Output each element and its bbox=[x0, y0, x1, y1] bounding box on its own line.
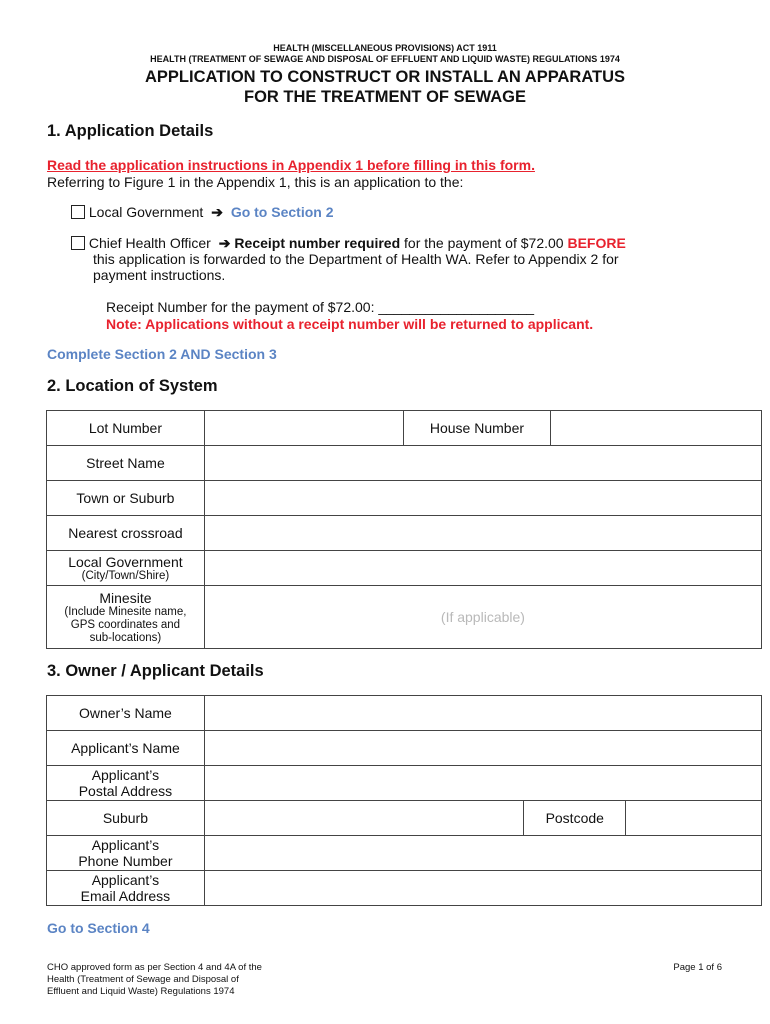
arrow-right-icon: ➔ bbox=[211, 204, 223, 220]
nearest-crossroad-label: Nearest crossroad bbox=[47, 516, 205, 551]
form-title-line1: APPLICATION TO CONSTRUCT OR INSTALL AN APPARATUS bbox=[144, 68, 626, 86]
regulations-title: HEALTH (TREATMENT OF SEWAGE AND DISPOSAL OF EFFLUENT AND LIQUID WASTE) REGULATIONS 1974 bbox=[150, 54, 620, 64]
local-government-checkbox[interactable] bbox=[71, 205, 85, 219]
cho-line3: payment instructions. bbox=[93, 267, 226, 283]
local-government-label: Local Government bbox=[88, 204, 204, 220]
referring-text: Referring to Figure 1 in the Appendix 1, this is an application to the: bbox=[47, 174, 464, 190]
goto-section2-link[interactable]: Go to Section 2 bbox=[230, 204, 334, 220]
page-number: Page 1 of 6 bbox=[673, 962, 722, 973]
town-suburb-input[interactable] bbox=[204, 481, 761, 516]
phone-label-2: Phone Number bbox=[78, 853, 173, 869]
complete-sections-text: Complete Section 2 AND Section 3 bbox=[47, 346, 277, 362]
email-cell bbox=[47, 871, 205, 906]
suburb-label: Suburb bbox=[47, 801, 205, 836]
arrow-right-icon: ➔ bbox=[218, 235, 231, 251]
goto-section4-link[interactable]: Go to Section 4 bbox=[47, 920, 150, 936]
footer-line-2: Health (Treatment of Sewage and Disposal of bbox=[47, 974, 239, 985]
footer-note bbox=[47, 962, 262, 998]
location-table bbox=[46, 410, 762, 649]
cho-line2: this application is forwarded to the Department of Health WA. Refer to Appendix 2 for bbox=[93, 251, 619, 267]
minesite-sublabel-3: sub-locations) bbox=[89, 631, 162, 644]
payment-text: for the payment of $72.00 bbox=[400, 235, 568, 251]
house-number-label: House Number bbox=[403, 411, 551, 446]
email-label-2: Email Address bbox=[80, 888, 171, 904]
footer-line-1: CHO approved form as per Section 4 and 4A of the bbox=[47, 962, 262, 973]
minesite-cell bbox=[47, 586, 205, 649]
owner-name-input[interactable] bbox=[204, 696, 761, 731]
footer-line-3: Effluent and Liquid Waste) Regulations 1974 bbox=[47, 986, 235, 997]
option-local-government bbox=[71, 204, 334, 221]
owner-name-label: Owner’s Name bbox=[47, 696, 205, 731]
lot-number-input[interactable] bbox=[204, 411, 403, 446]
postal-label-2: Postal Address bbox=[78, 783, 173, 799]
lot-number-label: Lot Number bbox=[47, 411, 205, 446]
phone-cell bbox=[47, 836, 205, 871]
minesite-sublabel-1: (Include Minesite name, bbox=[64, 605, 187, 618]
email-label-1: Applicant’s bbox=[91, 872, 160, 888]
local-government-field-label: Local Government bbox=[68, 553, 183, 570]
form-title-line2: FOR THE TREATMENT OF SEWAGE bbox=[243, 88, 527, 106]
act-title: HEALTH (MISCELLANEOUS PROVISIONS) ACT 1911 bbox=[273, 43, 497, 53]
chief-health-officer-checkbox[interactable] bbox=[71, 236, 85, 250]
instruction-text: Read the application instructions in Appendix 1 before filling in this form. bbox=[47, 157, 535, 173]
local-government-input[interactable] bbox=[204, 551, 761, 586]
local-government-sublabel: (City/Town/Shire) bbox=[81, 569, 170, 582]
minesite-input[interactable]: (If applicable) bbox=[204, 586, 761, 649]
section1-heading: 1. Application Details bbox=[47, 122, 214, 140]
section2-heading: 2. Location of System bbox=[47, 377, 218, 395]
email-input[interactable] bbox=[204, 871, 761, 906]
cho-label: Chief Health Officer bbox=[88, 235, 211, 251]
section3-heading: 3. Owner / Applicant Details bbox=[47, 662, 264, 680]
receipt-required-text: Receipt number required bbox=[234, 235, 401, 251]
house-number-input[interactable] bbox=[551, 411, 762, 446]
postcode-label: Postcode bbox=[524, 801, 626, 836]
postal-label-1: Applicant’s bbox=[91, 767, 160, 783]
owner-table bbox=[46, 695, 762, 906]
postcode-input[interactable] bbox=[626, 801, 762, 836]
nearest-crossroad-input[interactable] bbox=[204, 516, 761, 551]
receipt-number-field[interactable]: Receipt Number for the payment of $72.00: ____________________ bbox=[106, 299, 535, 315]
town-suburb-label: Town or Suburb bbox=[47, 481, 205, 516]
street-name-input[interactable] bbox=[204, 446, 761, 481]
applicant-name-label: Applicant’s Name bbox=[47, 731, 205, 766]
phone-label-1: Applicant’s bbox=[91, 837, 160, 853]
local-government-cell bbox=[47, 551, 205, 586]
postal-address-input[interactable] bbox=[204, 766, 761, 801]
phone-input[interactable] bbox=[204, 836, 761, 871]
suburb-input[interactable] bbox=[204, 801, 523, 836]
option-chief-health-officer bbox=[71, 235, 626, 252]
minesite-label: Minesite bbox=[99, 589, 152, 606]
minesite-sublabel-2: GPS coordinates and bbox=[70, 618, 181, 631]
before-text: BEFORE bbox=[567, 235, 626, 251]
postal-address-cell bbox=[47, 766, 205, 801]
applicant-name-input[interactable] bbox=[204, 731, 761, 766]
street-name-label: Street Name bbox=[47, 446, 205, 481]
receipt-note: Note: Applications without a receipt number will be returned to applicant. bbox=[106, 316, 594, 332]
